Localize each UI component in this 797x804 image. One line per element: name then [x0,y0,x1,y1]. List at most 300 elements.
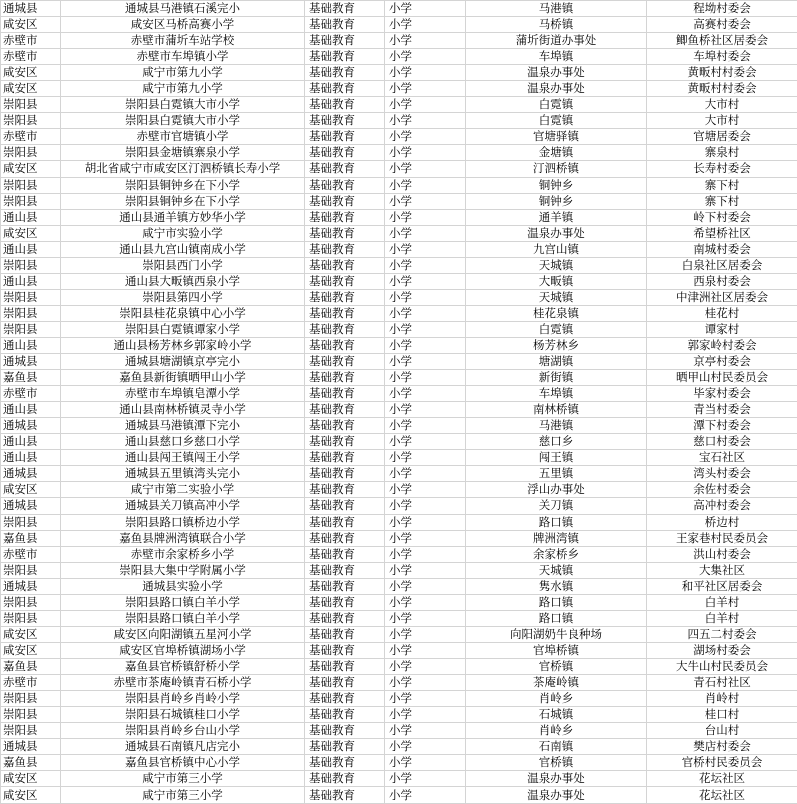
cell-type[interactable]: 基础教育 [305,370,385,386]
cell-school[interactable]: 嘉鱼县牌洲湾镇联合小学 [61,530,305,546]
cell-school[interactable]: 崇阳县路口镇白羊小学 [61,594,305,610]
cell-level[interactable]: 小学 [385,723,466,739]
cell-village[interactable]: 京亭村委会 [647,354,797,370]
cell-school[interactable]: 崇阳县石城镇桂口小学 [61,707,305,723]
cell-level[interactable]: 小学 [385,787,466,804]
cell-village[interactable]: 黄畈村村委会 [647,65,797,81]
cell-type[interactable]: 基础教育 [305,1,385,17]
cell-village[interactable]: 桥边村 [647,514,797,530]
cell-town[interactable]: 南林桥镇 [466,402,647,418]
cell-level[interactable]: 小学 [385,482,466,498]
cell-county[interactable]: 通山县 [1,241,61,257]
cell-school[interactable]: 通山县慈口乡慈口小学 [61,434,305,450]
cell-village[interactable]: 寨下村 [647,177,797,193]
cell-town[interactable]: 官桥镇 [466,658,647,674]
cell-village[interactable]: 郭家岭村委会 [647,337,797,353]
cell-village[interactable]: 花坛社区 [647,787,797,804]
cell-village[interactable]: 黄畈村村委会 [647,81,797,97]
cell-type[interactable]: 基础教育 [305,241,385,257]
cell-level[interactable]: 小学 [385,594,466,610]
cell-county[interactable]: 咸安区 [1,482,61,498]
cell-village[interactable]: 慈口村委会 [647,434,797,450]
cell-type[interactable]: 基础教育 [305,610,385,626]
cell-county[interactable]: 通城县 [1,466,61,482]
cell-school[interactable]: 崇阳县肖岭乡肖岭小学 [61,691,305,707]
cell-school[interactable]: 赤壁市蒲圻车站学校 [61,33,305,49]
cell-level[interactable]: 小学 [385,113,466,129]
cell-county[interactable]: 咸安区 [1,17,61,33]
cell-level[interactable]: 小学 [385,578,466,594]
cell-type[interactable]: 基础教育 [305,546,385,562]
cell-county[interactable]: 崇阳县 [1,177,61,193]
cell-town[interactable]: 浮山办事处 [466,482,647,498]
cell-level[interactable]: 小学 [385,707,466,723]
cell-school[interactable]: 崇阳县大集中学附属小学 [61,562,305,578]
cell-county[interactable]: 咸安区 [1,771,61,787]
cell-type[interactable]: 基础教育 [305,674,385,690]
cell-village[interactable]: 西泉村委会 [647,273,797,289]
cell-county[interactable]: 通城县 [1,1,61,17]
cell-county[interactable]: 赤壁市 [1,33,61,49]
cell-type[interactable]: 基础教育 [305,707,385,723]
cell-school[interactable]: 通山县九宫山镇南成小学 [61,241,305,257]
cell-type[interactable]: 基础教育 [305,193,385,209]
cell-type[interactable]: 基础教育 [305,17,385,33]
cell-level[interactable]: 小学 [385,771,466,787]
cell-county[interactable]: 通山县 [1,450,61,466]
cell-town[interactable]: 车埠镇 [466,49,647,65]
cell-village[interactable]: 长寿村委会 [647,161,797,177]
cell-type[interactable]: 基础教育 [305,498,385,514]
cell-type[interactable]: 基础教育 [305,113,385,129]
cell-county[interactable]: 咸安区 [1,626,61,642]
cell-type[interactable]: 基础教育 [305,787,385,804]
cell-town[interactable]: 牌洲湾镇 [466,530,647,546]
cell-village[interactable]: 宝石社区 [647,450,797,466]
cell-school[interactable]: 通山县通羊镇方妙华小学 [61,209,305,225]
cell-level[interactable]: 小学 [385,674,466,690]
cell-village[interactable]: 大市村 [647,113,797,129]
cell-village[interactable]: 肖岭村 [647,691,797,707]
cell-county[interactable]: 赤壁市 [1,546,61,562]
cell-type[interactable]: 基础教育 [305,161,385,177]
cell-school[interactable]: 通城县实验小学 [61,578,305,594]
cell-county[interactable]: 嘉鱼县 [1,530,61,546]
cell-county[interactable]: 崇阳县 [1,723,61,739]
cell-level[interactable]: 小学 [385,466,466,482]
cell-school[interactable]: 赤壁市车埠镇小学 [61,49,305,65]
cell-type[interactable]: 基础教育 [305,177,385,193]
cell-village[interactable]: 和平社区居委会 [647,578,797,594]
cell-level[interactable]: 小学 [385,65,466,81]
cell-level[interactable]: 小学 [385,691,466,707]
cell-type[interactable]: 基础教育 [305,354,385,370]
cell-type[interactable]: 基础教育 [305,482,385,498]
cell-type[interactable]: 基础教育 [305,145,385,161]
cell-town[interactable]: 温泉办事处 [466,81,647,97]
cell-village[interactable]: 希望桥社区 [647,225,797,241]
cell-town[interactable]: 温泉办事处 [466,65,647,81]
cell-school[interactable]: 赤壁市官塘镇小学 [61,129,305,145]
cell-type[interactable]: 基础教育 [305,578,385,594]
cell-town[interactable]: 蒲圻街道办事处 [466,33,647,49]
cell-level[interactable]: 小学 [385,161,466,177]
cell-school[interactable]: 通山县闯王镇闯王小学 [61,450,305,466]
cell-county[interactable]: 咸安区 [1,225,61,241]
cell-level[interactable]: 小学 [385,145,466,161]
cell-town[interactable]: 温泉办事处 [466,787,647,804]
cell-town[interactable]: 天城镇 [466,257,647,273]
cell-county[interactable]: 通山县 [1,273,61,289]
cell-school[interactable]: 嘉鱼县新街镇晒甲山小学 [61,370,305,386]
cell-town[interactable]: 温泉办事处 [466,225,647,241]
cell-type[interactable]: 基础教育 [305,273,385,289]
cell-type[interactable]: 基础教育 [305,33,385,49]
cell-type[interactable]: 基础教育 [305,225,385,241]
cell-village[interactable]: 大集社区 [647,562,797,578]
cell-school[interactable]: 崇阳县肖岭乡台山小学 [61,723,305,739]
cell-level[interactable]: 小学 [385,17,466,33]
cell-level[interactable]: 小学 [385,739,466,755]
cell-village[interactable]: 官桥村民委员会 [647,755,797,771]
cell-type[interactable]: 基础教育 [305,466,385,482]
cell-village[interactable]: 鲫鱼桥社区居委会 [647,33,797,49]
cell-type[interactable]: 基础教育 [305,49,385,65]
cell-school[interactable]: 胡北省咸宁市咸安区汀泗桥镇长寿小学 [61,161,305,177]
cell-village[interactable]: 大牛山村民委员会 [647,658,797,674]
cell-village[interactable]: 白泉社区居委会 [647,257,797,273]
cell-type[interactable]: 基础教育 [305,386,385,402]
cell-village[interactable]: 岭下村委会 [647,209,797,225]
cell-type[interactable]: 基础教育 [305,739,385,755]
cell-county[interactable]: 通山县 [1,337,61,353]
cell-village[interactable]: 台山村 [647,723,797,739]
cell-school[interactable]: 崇阳县金塘镇寨泉小学 [61,145,305,161]
cell-type[interactable]: 基础教育 [305,418,385,434]
cell-school[interactable]: 咸宁市第九小学 [61,81,305,97]
cell-county[interactable]: 通城县 [1,354,61,370]
cell-school[interactable]: 赤壁市车埠镇皂潭小学 [61,386,305,402]
cell-level[interactable]: 小学 [385,129,466,145]
cell-level[interactable]: 小学 [385,755,466,771]
cell-school[interactable]: 咸安区向阳湖镇五星河小学 [61,626,305,642]
cell-county[interactable]: 崇阳县 [1,594,61,610]
cell-type[interactable]: 基础教育 [305,642,385,658]
cell-town[interactable]: 马桥镇 [466,17,647,33]
cell-school[interactable]: 嘉鱼县官桥镇中心小学 [61,755,305,771]
cell-county[interactable]: 崇阳县 [1,305,61,321]
cell-town[interactable]: 塘湖镇 [466,354,647,370]
cell-county[interactable]: 嘉鱼县 [1,370,61,386]
cell-school[interactable]: 通山县南林桥镇灵寺小学 [61,402,305,418]
cell-village[interactable]: 四五二村委会 [647,626,797,642]
cell-town[interactable]: 车埠镇 [466,386,647,402]
cell-county[interactable]: 崇阳县 [1,610,61,626]
cell-town[interactable]: 桂花泉镇 [466,305,647,321]
cell-level[interactable]: 小学 [385,225,466,241]
cell-town[interactable]: 闯王镇 [466,450,647,466]
cell-town[interactable]: 马港镇 [466,418,647,434]
cell-level[interactable]: 小学 [385,97,466,113]
cell-level[interactable]: 小学 [385,546,466,562]
cell-county[interactable]: 咸安区 [1,642,61,658]
cell-type[interactable]: 基础教育 [305,691,385,707]
cell-school[interactable]: 咸安区马桥高赛小学 [61,17,305,33]
cell-school[interactable]: 赤壁市余家桥乡小学 [61,546,305,562]
cell-town[interactable]: 铜钟乡 [466,193,647,209]
cell-village[interactable]: 白羊村 [647,594,797,610]
cell-village[interactable]: 青当村委会 [647,402,797,418]
cell-county[interactable]: 嘉鱼县 [1,658,61,674]
cell-town[interactable]: 慈口乡 [466,434,647,450]
cell-town[interactable]: 马港镇 [466,1,647,17]
cell-school[interactable]: 通城县马港镇石溪完小 [61,1,305,17]
cell-school[interactable]: 崇阳县白霓镇大市小学 [61,113,305,129]
cell-town[interactable]: 官埠桥镇 [466,642,647,658]
cell-county[interactable]: 通山县 [1,209,61,225]
cell-village[interactable]: 樊店村委会 [647,739,797,755]
cell-village[interactable]: 官塘居委会 [647,129,797,145]
cell-county[interactable]: 赤壁市 [1,386,61,402]
cell-town[interactable]: 茶庵岭镇 [466,674,647,690]
cell-town[interactable]: 官塘驿镇 [466,129,647,145]
cell-school[interactable]: 咸宁市第三小学 [61,771,305,787]
cell-school[interactable]: 崇阳县铜钟乡在下小学 [61,177,305,193]
cell-county[interactable]: 咸安区 [1,65,61,81]
cell-level[interactable]: 小学 [385,514,466,530]
cell-village[interactable]: 花坛社区 [647,771,797,787]
cell-town[interactable]: 白霓镇 [466,97,647,113]
cell-county[interactable]: 崇阳县 [1,257,61,273]
cell-county[interactable]: 赤壁市 [1,674,61,690]
cell-level[interactable]: 小学 [385,402,466,418]
cell-village[interactable]: 南城村委会 [647,241,797,257]
cell-school[interactable]: 通山县杨芳林乡郭家岭小学 [61,337,305,353]
cell-level[interactable]: 小学 [385,418,466,434]
cell-town[interactable]: 大畈镇 [466,273,647,289]
cell-county[interactable]: 赤壁市 [1,49,61,65]
cell-type[interactable]: 基础教育 [305,257,385,273]
cell-county[interactable]: 咸安区 [1,787,61,804]
cell-town[interactable]: 天城镇 [466,289,647,305]
cell-type[interactable]: 基础教育 [305,305,385,321]
cell-village[interactable]: 寨下村 [647,193,797,209]
cell-type[interactable]: 基础教育 [305,337,385,353]
cell-level[interactable]: 小学 [385,658,466,674]
cell-school[interactable]: 崇阳县白霓镇大市小学 [61,97,305,113]
cell-level[interactable]: 小学 [385,386,466,402]
cell-town[interactable]: 关刀镇 [466,498,647,514]
cell-level[interactable]: 小学 [385,49,466,65]
cell-level[interactable]: 小学 [385,1,466,17]
cell-town[interactable]: 温泉办事处 [466,771,647,787]
cell-village[interactable]: 湖场村委会 [647,642,797,658]
cell-town[interactable]: 铜钟乡 [466,177,647,193]
cell-level[interactable]: 小学 [385,530,466,546]
cell-town[interactable]: 白霓镇 [466,113,647,129]
cell-level[interactable]: 小学 [385,450,466,466]
cell-school[interactable]: 通城县五里镇湾头完小 [61,466,305,482]
cell-type[interactable]: 基础教育 [305,594,385,610]
cell-town[interactable]: 九宫山镇 [466,241,647,257]
cell-level[interactable]: 小学 [385,642,466,658]
cell-county[interactable]: 崇阳县 [1,289,61,305]
cell-county[interactable]: 通山县 [1,434,61,450]
cell-type[interactable]: 基础教育 [305,289,385,305]
cell-county[interactable]: 咸安区 [1,161,61,177]
cell-village[interactable]: 余佐村委会 [647,482,797,498]
cell-village[interactable]: 高冲村委会 [647,498,797,514]
cell-type[interactable]: 基础教育 [305,65,385,81]
cell-school[interactable]: 通山县大畈镇西泉小学 [61,273,305,289]
cell-school[interactable]: 崇阳县桂花泉镇中心小学 [61,305,305,321]
cell-village[interactable]: 晒甲山村民委员会 [647,370,797,386]
cell-type[interactable]: 基础教育 [305,530,385,546]
cell-town[interactable]: 肖岭乡 [466,723,647,739]
cell-town[interactable]: 汀泗桥镇 [466,161,647,177]
cell-county[interactable]: 赤壁市 [1,129,61,145]
cell-village[interactable]: 王家巷村民委员会 [647,530,797,546]
cell-level[interactable]: 小学 [385,562,466,578]
cell-level[interactable]: 小学 [385,81,466,97]
cell-level[interactable]: 小学 [385,273,466,289]
cell-village[interactable]: 车埠村委会 [647,49,797,65]
cell-county[interactable]: 通山县 [1,402,61,418]
cell-type[interactable]: 基础教育 [305,434,385,450]
cell-town[interactable]: 路口镇 [466,514,647,530]
cell-school[interactable]: 崇阳县西门小学 [61,257,305,273]
cell-level[interactable]: 小学 [385,434,466,450]
cell-level[interactable]: 小学 [385,305,466,321]
cell-town[interactable]: 天城镇 [466,562,647,578]
cell-type[interactable]: 基础教育 [305,209,385,225]
cell-level[interactable]: 小学 [385,241,466,257]
cell-level[interactable]: 小学 [385,626,466,642]
cell-school[interactable]: 通城县马港镇潭下完小 [61,418,305,434]
cell-level[interactable]: 小学 [385,177,466,193]
cell-village[interactable]: 寨泉村 [647,145,797,161]
cell-level[interactable]: 小学 [385,209,466,225]
cell-type[interactable]: 基础教育 [305,514,385,530]
cell-village[interactable]: 桂花村 [647,305,797,321]
cell-village[interactable]: 洪山村委会 [647,546,797,562]
cell-school[interactable]: 咸宁市第九小学 [61,65,305,81]
cell-school[interactable]: 咸安区官埠桥镇湖场小学 [61,642,305,658]
cell-town[interactable]: 余家桥乡 [466,546,647,562]
cell-town[interactable]: 路口镇 [466,610,647,626]
cell-county[interactable]: 崇阳县 [1,321,61,337]
cell-type[interactable]: 基础教育 [305,771,385,787]
cell-village[interactable]: 大市村 [647,97,797,113]
cell-type[interactable]: 基础教育 [305,755,385,771]
cell-county[interactable]: 通城县 [1,418,61,434]
cell-level[interactable]: 小学 [385,257,466,273]
cell-level[interactable]: 小学 [385,321,466,337]
cell-village[interactable]: 白羊村 [647,610,797,626]
cell-type[interactable]: 基础教育 [305,658,385,674]
cell-school[interactable]: 咸宁市第二实验小学 [61,482,305,498]
cell-school[interactable]: 崇阳县第四小学 [61,289,305,305]
cell-type[interactable]: 基础教育 [305,81,385,97]
cell-town[interactable]: 肖岭乡 [466,691,647,707]
cell-level[interactable]: 小学 [385,289,466,305]
cell-town[interactable]: 官桥镇 [466,755,647,771]
cell-school[interactable]: 嘉鱼县官桥镇舒桥小学 [61,658,305,674]
cell-village[interactable]: 毕家村委会 [647,386,797,402]
cell-county[interactable]: 崇阳县 [1,562,61,578]
cell-town[interactable]: 向阳湖奶牛良种场 [466,626,647,642]
cell-level[interactable]: 小学 [385,33,466,49]
cell-type[interactable]: 基础教育 [305,402,385,418]
cell-level[interactable]: 小学 [385,610,466,626]
cell-school[interactable]: 咸宁市实验小学 [61,225,305,241]
cell-town[interactable]: 路口镇 [466,594,647,610]
cell-county[interactable]: 崇阳县 [1,707,61,723]
cell-county[interactable]: 嘉鱼县 [1,755,61,771]
cell-school[interactable]: 崇阳县路口镇白羊小学 [61,610,305,626]
cell-school[interactable]: 通城县关刀镇高冲小学 [61,498,305,514]
cell-town[interactable]: 杨芳林乡 [466,337,647,353]
cell-county[interactable]: 崇阳县 [1,514,61,530]
cell-village[interactable]: 湾头村委会 [647,466,797,482]
cell-town[interactable]: 金塘镇 [466,145,647,161]
cell-type[interactable]: 基础教育 [305,626,385,642]
cell-town[interactable]: 白霓镇 [466,321,647,337]
cell-village[interactable]: 潭下村委会 [647,418,797,434]
cell-school[interactable]: 通城县塘湖镇京亭完小 [61,354,305,370]
cell-town[interactable]: 通羊镇 [466,209,647,225]
cell-type[interactable]: 基础教育 [305,450,385,466]
cell-type[interactable]: 基础教育 [305,321,385,337]
cell-level[interactable]: 小学 [385,354,466,370]
cell-school[interactable]: 咸宁市第三小学 [61,787,305,804]
cell-town[interactable]: 五里镇 [466,466,647,482]
cell-school[interactable]: 赤壁市茶庵岭镇青石桥小学 [61,674,305,690]
cell-school[interactable]: 崇阳县白霓镇谭家小学 [61,321,305,337]
cell-village[interactable]: 高赛村委会 [647,17,797,33]
cell-county[interactable]: 通城县 [1,739,61,755]
cell-type[interactable]: 基础教育 [305,723,385,739]
cell-village[interactable]: 桂口村 [647,707,797,723]
cell-level[interactable]: 小学 [385,193,466,209]
cell-town[interactable]: 新街镇 [466,370,647,386]
cell-county[interactable]: 通城县 [1,578,61,594]
cell-level[interactable]: 小学 [385,498,466,514]
cell-village[interactable]: 程坳村委会 [647,1,797,17]
cell-village[interactable]: 中津洲社区居委会 [647,289,797,305]
cell-county[interactable]: 崇阳县 [1,97,61,113]
cell-type[interactable]: 基础教育 [305,129,385,145]
cell-county[interactable]: 崇阳县 [1,113,61,129]
cell-level[interactable]: 小学 [385,337,466,353]
cell-county[interactable]: 崇阳县 [1,145,61,161]
cell-town[interactable]: 石城镇 [466,707,647,723]
cell-county[interactable]: 崇阳县 [1,193,61,209]
cell-school[interactable]: 崇阳县路口镇桥边小学 [61,514,305,530]
cell-county[interactable]: 咸安区 [1,81,61,97]
cell-school[interactable]: 通城县石南镇凡店完小 [61,739,305,755]
cell-village[interactable]: 青石村社区 [647,674,797,690]
cell-level[interactable]: 小学 [385,370,466,386]
cell-type[interactable]: 基础教育 [305,97,385,113]
cell-village[interactable]: 谭家村 [647,321,797,337]
cell-type[interactable]: 基础教育 [305,562,385,578]
cell-town[interactable]: 隽水镇 [466,578,647,594]
cell-county[interactable]: 崇阳县 [1,691,61,707]
cell-school[interactable]: 崇阳县铜钟乡在下小学 [61,193,305,209]
cell-town[interactable]: 石南镇 [466,739,647,755]
cell-county[interactable]: 通城县 [1,498,61,514]
